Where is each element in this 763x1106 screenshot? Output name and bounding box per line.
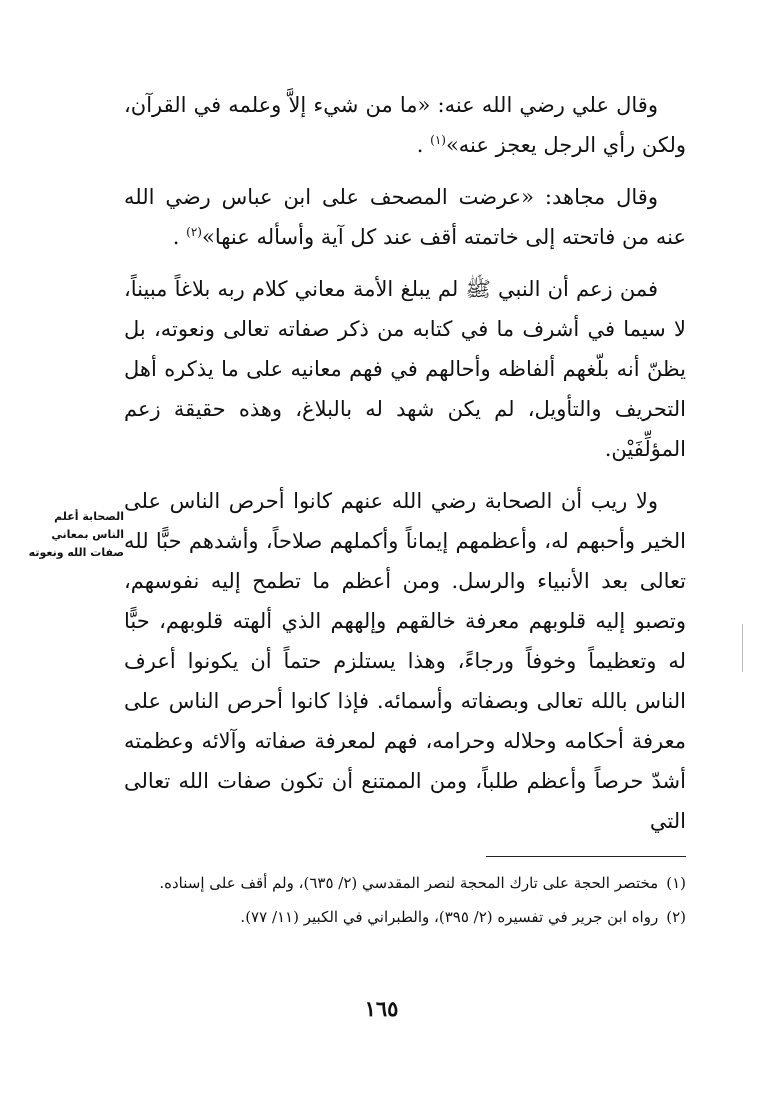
paragraph-text: فمن زعم أن النبي ﷺ لم يبلغ الأمة معاني كلام ربه بلاغاً مبيناً، لا سيما في أشرف ما في كتابه من ذكر صفاته تعالى ونعوته، بل يظنّ أنه بلّغهم ألفاظه وأحالهم في فهم معانيه على ما يذكره أهل التحريف والتأويل، لم يكن شهد له بالبلاغ، وهذه حقيقة زعم المؤلِّفَيْن. xyxy=(124,277,686,461)
footnote-text: مختصر الحجة على تارك المحجة لنصر المقدسي (٢/ ٦٣٥)، ولم أقف على إسناده. xyxy=(159,874,659,892)
paragraph-companions xyxy=(124,481,686,841)
paragraph-tail: . xyxy=(172,225,180,249)
footnote-reference[interactable]: (٢) xyxy=(186,225,202,239)
footnote-number: (٢) xyxy=(666,908,686,926)
paragraph-tail: . xyxy=(416,133,424,157)
footnote-separator xyxy=(486,856,686,857)
paragraph-ali-quote xyxy=(124,85,686,165)
margin-heading-line: الناس بمعاني xyxy=(51,528,124,541)
paragraph-prophet-conveyance xyxy=(124,269,686,469)
main-text xyxy=(124,85,686,853)
paragraph-text: ولا ريب أن الصحابة رضي الله عنهم كانوا أحرص الناس على الخير وأحبهم له، وأعظمهم إيماناً وأكملهم صلاحاً، وأشدهم حبًّا لله تعالى بعد الأنبياء والرسل. ومن أعظم ما تطمح إليه نفوسهم، وتصبو إليه قلوبهم معرفة خالقهم وإلههم الذي ألهته قلوبهم، حبًّا له وتعظيماً وخوفاً ورجاءً، وهذا يستلزم حتماً أن يكونوا أعرف الناس بالله تعالى وبصفاته وأسمائه. فإذا كانوا أحرص الناس على معرفة أحكامه وحلاله وحرامه، فهم لمعرفة صفاته وآلائه وعظمته أشدّ حرصاً وأعظم طلباً، ومن الممتنع أن تكون صفات الله تعالى التي xyxy=(124,489,686,833)
page-number: ١٦٥ xyxy=(364,996,399,1021)
paragraph-text: وقال علي رضي الله عنه: «ما من شيء إلاَّ وعلمه في القرآن، ولكن رأي الرجل يعجز عنه» xyxy=(124,93,686,157)
paragraph-mujahid-quote xyxy=(124,177,686,257)
margin-heading-line: صفات الله ونعوته xyxy=(28,546,124,559)
paragraph-text: وقال مجاهد: «عرضت المصحف على ابن عباس رضي الله عنه من فاتحته إلى خاتمته أقف عند كل آية وأسأله عنها» xyxy=(124,185,686,249)
footnote-number: (١) xyxy=(666,874,686,892)
scan-edge-mark xyxy=(742,624,743,672)
footnotes xyxy=(124,868,686,936)
margin-heading-line: الصحابة أعلم xyxy=(54,510,124,523)
footnote-text: رواه ابن جرير في تفسيره (٢/ ٣٩٥)، والطبراني في الكبير (١١/ ٧٧). xyxy=(240,908,659,926)
margin-heading xyxy=(14,508,124,562)
footnote-item xyxy=(124,902,686,932)
footnote-item xyxy=(124,868,686,898)
footnote-reference[interactable]: (١) xyxy=(430,133,446,147)
